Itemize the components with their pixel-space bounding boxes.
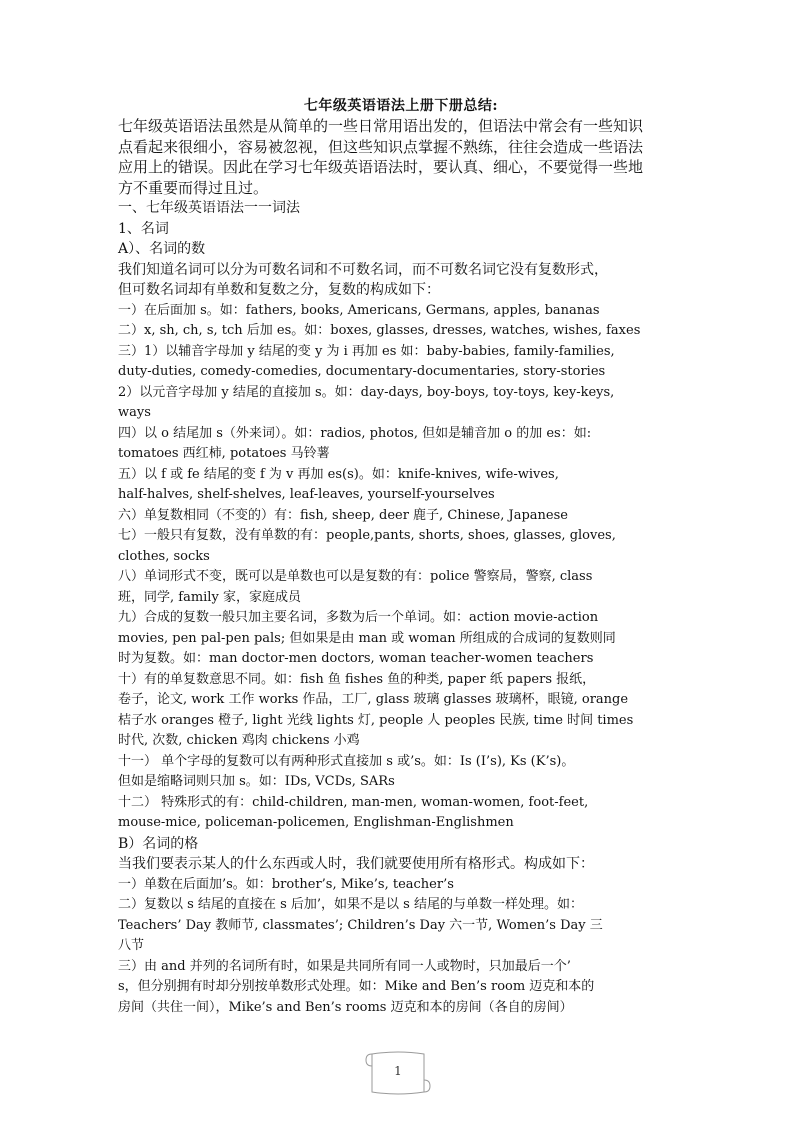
intro-line: 七年级英语语法虽然是从简单的一些日常用语出发的，但语法中常会有一些知识	[118, 117, 644, 135]
subsection-heading: A）、名词的数	[118, 241, 206, 257]
rule-line: movies, pen pal-pen pals; 但如果是由 man 或 woman 所组成的合成词的复数则同	[118, 630, 616, 646]
page-footer-scroll	[362, 1048, 434, 1100]
rule-line: 九）合成的复数一般只加主要名词，多数为后一个单词。如：action movie-action	[118, 610, 599, 625]
rule-line: 房间（共住一间），Mike’s and Ben’s rooms 迈克和本的房间（各自的房间）	[118, 999, 573, 1015]
rule-line: 三）由 and 并列的名词所有时，如果是共同所有同一人或物时，只加最后一个’	[118, 958, 571, 974]
rule-line: Teachers’ Day 教师节, classmates’; Children’s Day 六一节, Women’s Day 三	[118, 917, 603, 933]
section-heading: 一、七年级英语语法一一词法	[118, 200, 300, 216]
text-line: 但可数名词却有单数和复数之分，复数的构成如下：	[118, 282, 440, 298]
rule-line: 时代, 次数, chicken 鸡肉 chickens 小鸡	[118, 733, 360, 748]
rule-line: 八节	[118, 938, 145, 953]
document-page	[118, 96, 684, 1018]
rule-line: 十一） 单个字母的复数可以有两种形式直接加 s 或’s。如：Is (I’s), Ks (K’s)。	[118, 753, 575, 769]
rule-line: 二）复数以 s 结尾的直接在 s 后加’，如果不是以 s 结尾的与单数一样处理。如：	[118, 897, 583, 912]
text-line: 我们知道名词可以分为可数名词和不可数名词，而不可数名词它没有复数形式，	[118, 261, 608, 278]
rule-line: clothes, socks	[118, 548, 210, 564]
document-title: 七年级英语语法上册下册总结:	[303, 98, 499, 114]
rule-line: 七）一般只有复数，没有单数的有：people,pants, shorts, shoes, glasses, gloves,	[118, 528, 616, 543]
rule-line: 一）在后面加 s。如：fathers, books, Americans, Germans, apples, bananas	[118, 302, 600, 318]
text-line: 当我们要表示某人的什么东西或人时，我们就要使用所有格形式。构成如下：	[118, 856, 594, 872]
rule-line: 八）单词形式不变，既可以是单数也可以是复数的有：police 警察局，警察, class	[118, 569, 593, 584]
intro-line: 点看起来很细小，容易被忽视，但这些知识点掌握不熟练，往往会造成一些语法	[118, 137, 644, 156]
rule-line: 二）x, sh, ch, s, tch 后加 es。如：boxes, glasses, dresses, watches, wishes, faxes	[118, 323, 641, 338]
rule-line: duty-duties, comedy-comedies, documentary-documentaries, story-stories	[118, 364, 606, 379]
subsection-heading: 1、名词	[118, 220, 169, 237]
rule-line: 桔子水 oranges 橙子, light 光线 lights 灯, people 人 peoples 民族, time 时间 times	[118, 712, 634, 728]
rule-line: half-halves, shelf-shelves, leaf-leaves, yourself-yourselves	[118, 487, 495, 502]
rule-line: 2）以元音字母加 y 结尾的直接加 s。如：day-days, boy-boys, toy-toys, key-keys,	[118, 384, 615, 400]
intro-paragraph	[118, 116, 684, 198]
rule-line: 时为复数。如：man doctor-men doctors, woman teacher-women teachers	[118, 651, 594, 666]
subsection-heading: B）名词的格	[118, 835, 199, 852]
intro-line: 应用上的错误。因此在学习七年级英语语法时，要认真、细心，不要觉得一些地	[118, 158, 644, 176]
rule-line: 但如是缩略词则只加 s。如：IDs, VCDs, SARs	[118, 774, 395, 789]
rule-line: 六）单复数相同（不变的）有：fish, sheep, deer 鹿子, Chinese, Japanese	[118, 507, 568, 523]
grammar-content	[118, 198, 684, 1018]
rule-line: tomatoes 西红柿, potatoes 马铃薯	[118, 446, 330, 461]
rule-line: ways	[118, 405, 151, 420]
rule-line: 十）有的单复数意思不同。如：fish 鱼 fishes 鱼的种类, paper 纸 papers 报纸，	[118, 671, 596, 687]
rule-line: 卷子，论文, work 工作 works 作品，工厂, glass 玻璃 glasses 玻璃杯，眼镜, orange	[118, 692, 629, 707]
page-number: 1	[394, 1064, 402, 1078]
rule-line: 五）以 f 或 fe 结尾的变 f 为 v 再加 es(s)。如：knife-knives, wife-wives,	[118, 466, 559, 482]
rule-line: mouse-mice, policeman-policemen, Englishman-Englishmen	[118, 815, 514, 830]
rule-line: 三）1）以辅音字母加 y 结尾的变 y 为 i 再加 es 如：baby-babies, family-families,	[118, 343, 615, 359]
rule-line: s，但分别拥有时却分别按单数形式处理。如：Mike and Ben’s room 迈克和本的	[118, 979, 595, 994]
rule-line: 班，同学, family 家，家庭成员	[118, 589, 301, 605]
intro-line: 方不重要而得过且过。	[118, 178, 269, 197]
rule-line: 一）单数在后面加’s。如：brother’s, Mike’s, teacher’s	[118, 876, 454, 892]
rule-line: 四）以 o 结尾加 s（外来词）。如：radios, photos, 但如是辅音加 o 的加 es：如:	[118, 425, 592, 441]
rule-line: 十二） 特殊形式的有：child-children, man-men, woman-women, foot-feet,	[118, 794, 589, 810]
